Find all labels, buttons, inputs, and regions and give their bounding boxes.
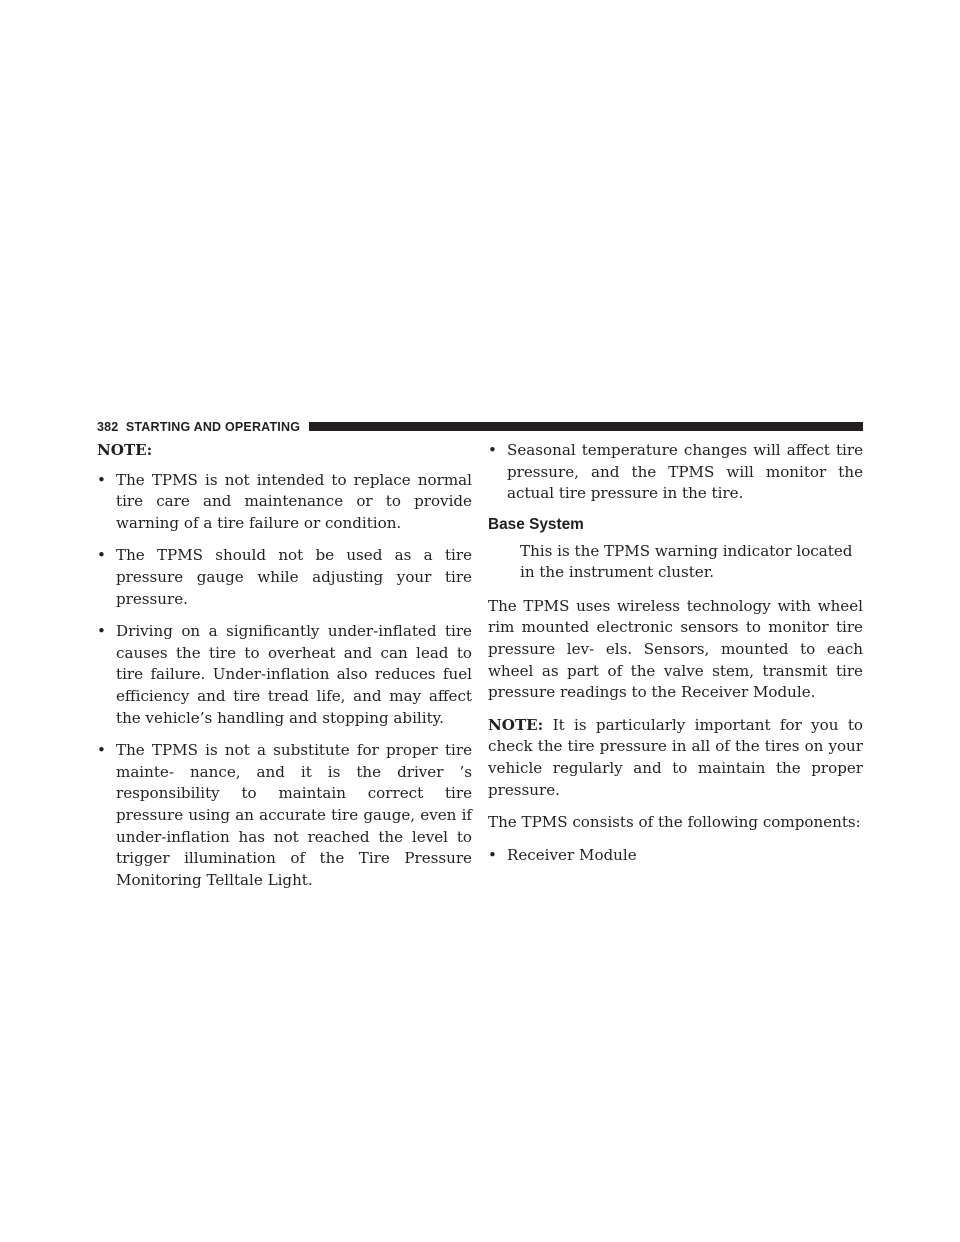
list-item-text: Receiver Module: [507, 845, 637, 864]
bullet-icon: •: [97, 470, 106, 489]
indicator-description: This is the TPMS warning indicator located in the instrument cluster.: [520, 541, 853, 582]
list-item-text: The TPMS should not be used as a tire pressure gauge while adjusting your tire pressure.: [116, 546, 472, 608]
note-label: NOTE:: [488, 715, 544, 734]
page-number: 382: [97, 420, 119, 434]
list-item-text: Seasonal temperature changes will affect tire pressure, and the TPMS will monitor the actual tire pressure in the tire.: [507, 441, 863, 503]
list-item: [97, 470, 472, 535]
paragraph: The TPMS uses wireless technology with wheel rim mounted electronic sensors to monitor tire pressure lev- els. Sensors, mounted to each wheel as part of the valve stem, transmit tire pressure readings to the Receiver Module.: [488, 596, 863, 702]
note-text: It is particularly important for you to check the tire pressure in all of the tires on your vehicle regularly and to maintain the proper pressure.: [488, 715, 863, 799]
tpms-indicator-row: [488, 541, 863, 585]
list-item: [97, 740, 472, 891]
note-bullet-list: [97, 470, 472, 892]
components-list: [488, 845, 863, 867]
list-item: [97, 621, 472, 729]
section-heading: Base System: [488, 515, 584, 533]
bullet-icon: •: [488, 441, 497, 459]
header-text: [97, 418, 300, 436]
list-item-text: The TPMS is not intended to replace normal tire care and maintenance or to provide warning of a tire failure or condition.: [116, 470, 472, 532]
page-header: [97, 418, 863, 436]
bullet-icon: •: [97, 741, 106, 760]
tpms-warning-icon: [488, 541, 518, 571]
bullet-icon: •: [488, 845, 497, 864]
paragraph: The TPMS consists of the following components:: [488, 813, 861, 832]
list-item: [488, 845, 863, 867]
note-label: NOTE:: [97, 441, 153, 459]
header-rule: [309, 422, 863, 431]
seasonal-bullet-list: [488, 440, 863, 505]
right-column: [488, 440, 863, 866]
section-title: STARTING AND OPERATING: [125, 420, 301, 434]
list-item-text: Driving on a significantly under-inflated tire causes the tire to overheat and can lead to tire failure. Under-inflation also reduces fuel efficiency and tire tread life, and may affect the vehicle’s handling and stopping ability.: [116, 622, 472, 727]
list-item: [488, 440, 863, 505]
bullet-icon: •: [97, 622, 106, 641]
note-paragraph: [488, 715, 863, 801]
bullet-icon: •: [97, 546, 106, 565]
left-column: [97, 440, 472, 891]
list-item-text: The TPMS is not a substitute for proper tire mainte- nance, and it is the driver ’s responsibility to maintain correct tire pressure using an accurate tire gauge, even if under-inflation has not reached the level to trigger illumination of the Tire Pressure Monitoring Telltale Light.: [116, 741, 472, 889]
list-item: [97, 545, 472, 610]
